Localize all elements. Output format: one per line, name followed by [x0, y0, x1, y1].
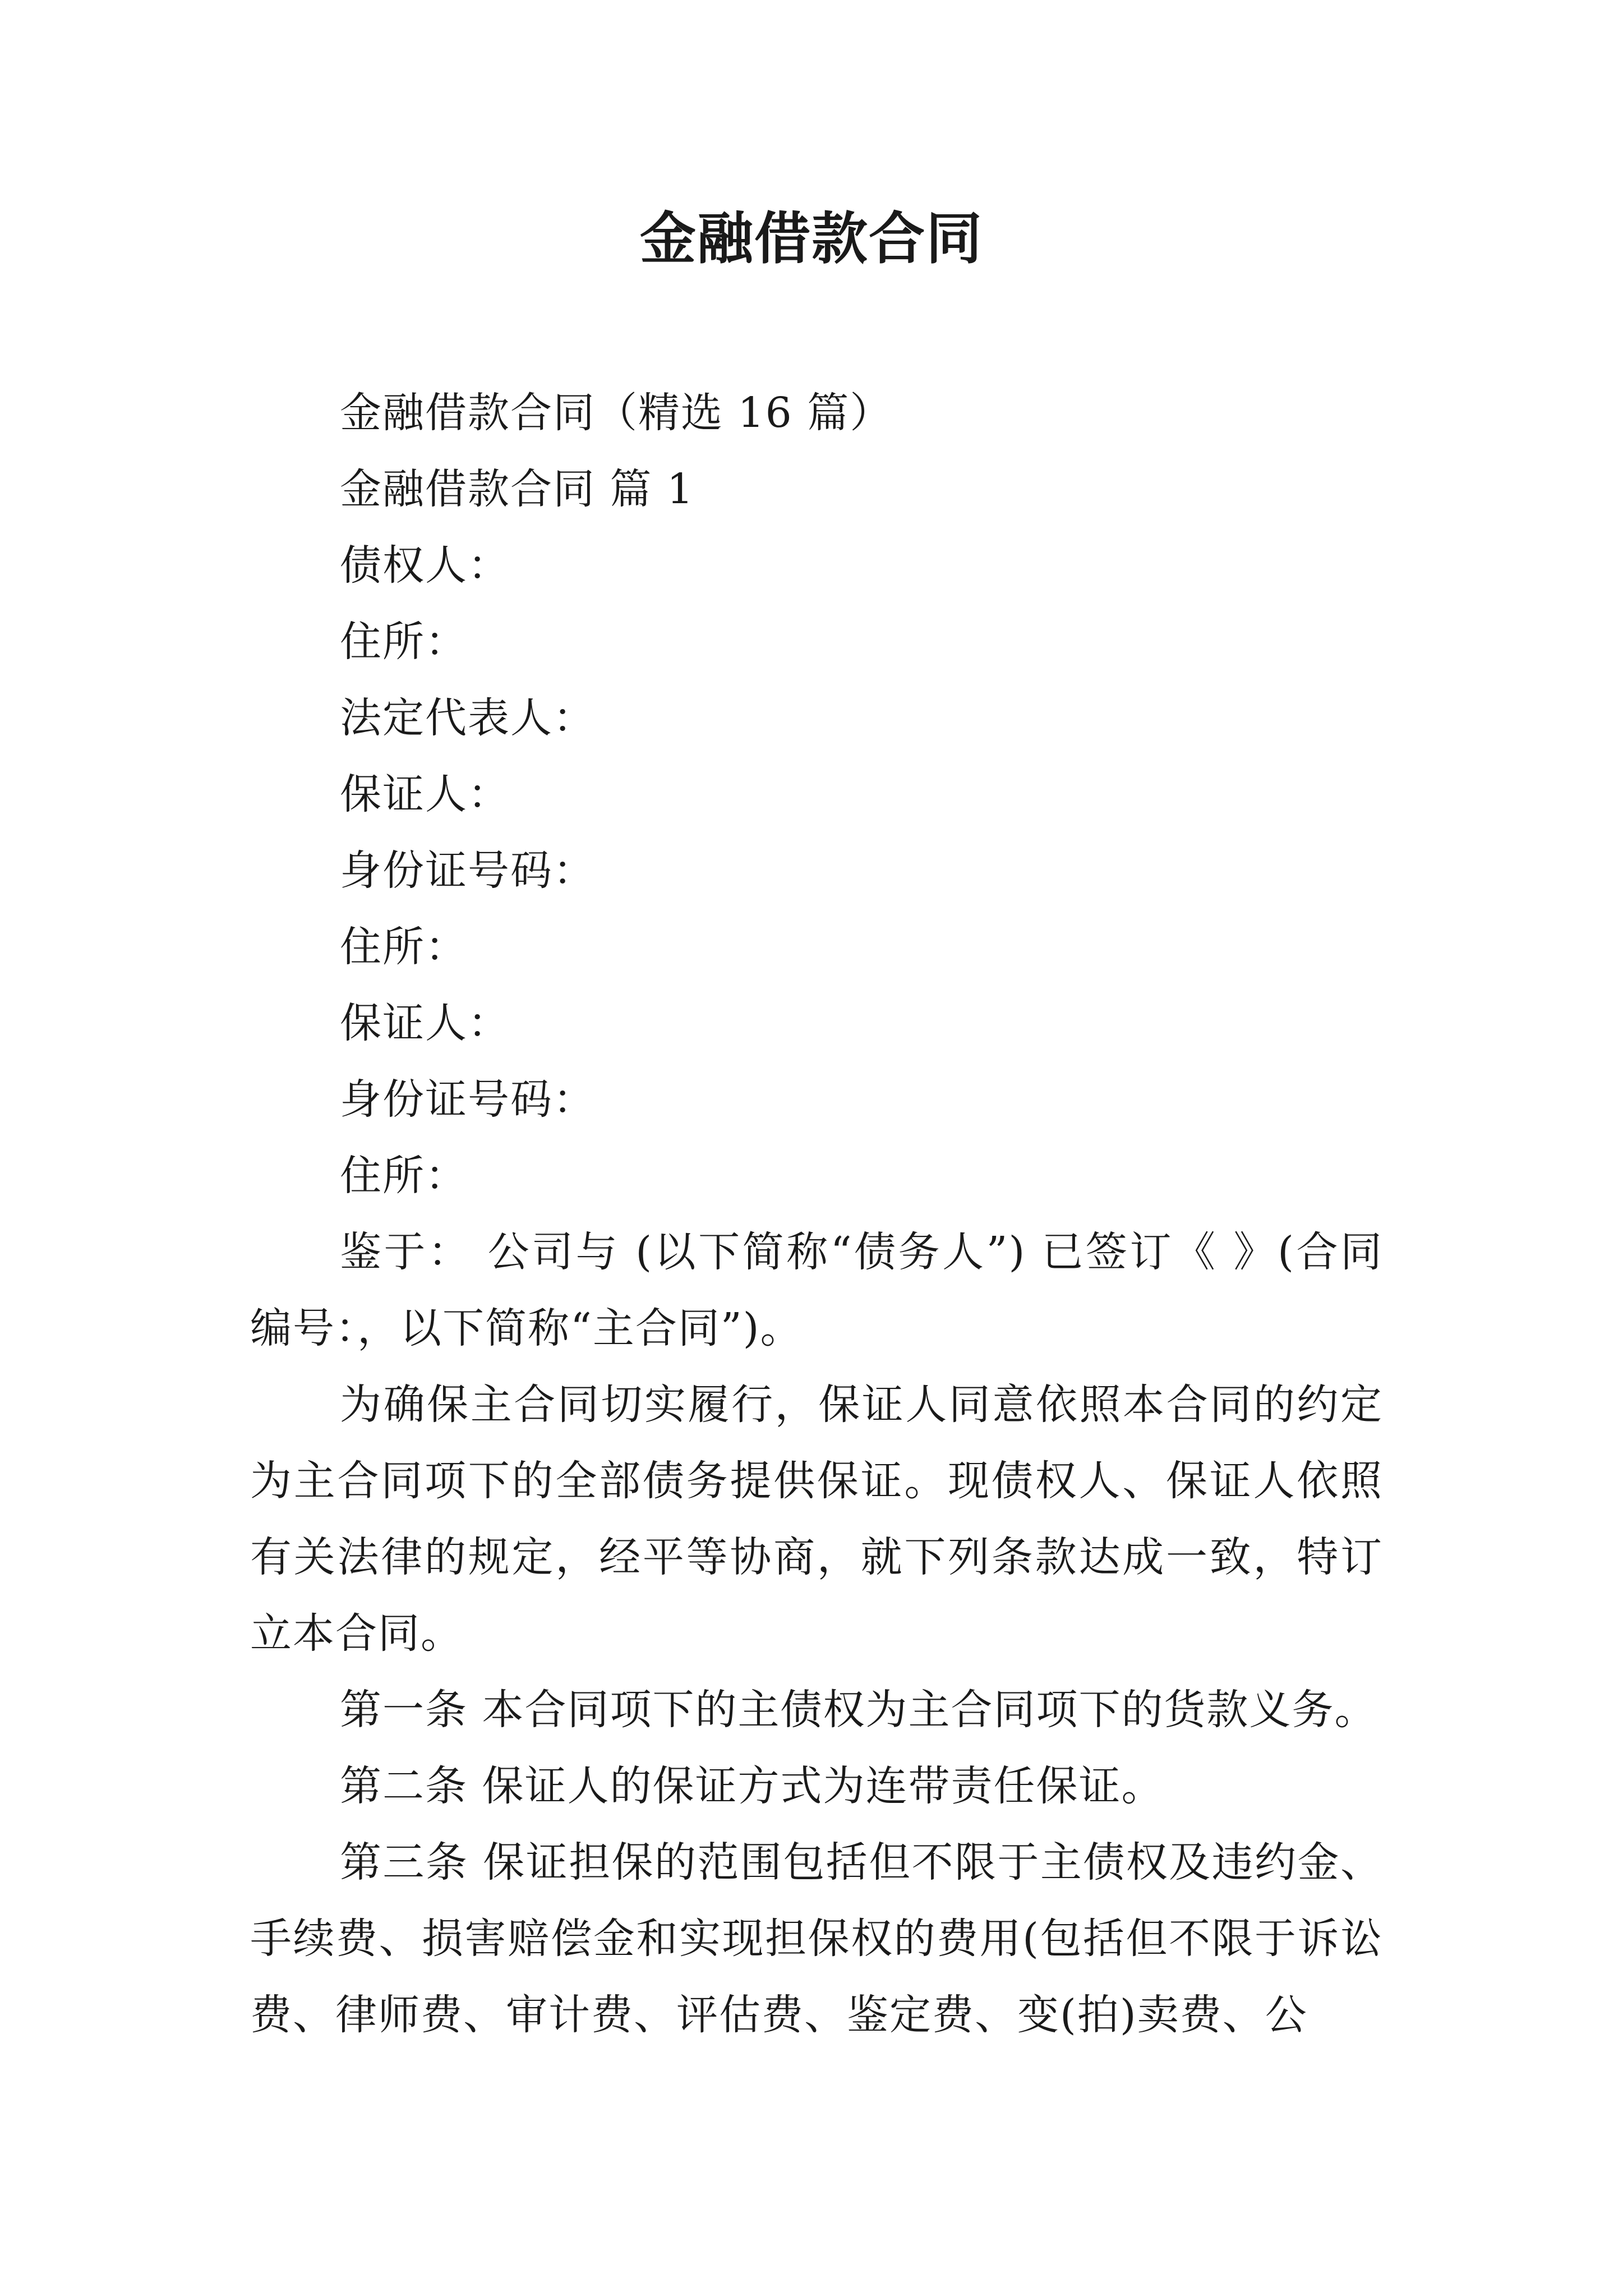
- guarantor-label: 保证人：: [340, 770, 510, 818]
- article-1-paragraph: 第一条 本合同项下的主债权为主合同项下的货款义务。: [340, 1686, 1377, 1734]
- article-2-paragraph: 第二条 保证人的保证方式为连带责任保证。: [340, 1762, 1164, 1810]
- creditor-label: 债权人：: [340, 541, 510, 590]
- document-title: 金融借款合同: [640, 205, 983, 272]
- document-body: [250, 375, 1383, 2053]
- section-heading: 金融借款合同 篇 1: [340, 465, 695, 513]
- address-label: 住所：: [340, 923, 468, 971]
- id-number-label: 身份证号码：: [340, 846, 596, 895]
- address-label: 住所：: [340, 1152, 468, 1200]
- article-3-paragraph: 第三条 保证担保的范围包括但不限于主债权及违约金、手续费、损害赔偿金和实现担保权的费用(包括但不限于诉讼费、律师费、审计费、评估费、鉴定费、变(拍)卖费、公: [250, 1838, 1383, 2039]
- guarantor-label: 保证人：: [340, 999, 510, 1047]
- id-number-label: 身份证号码：: [340, 1075, 596, 1124]
- subtitle-line: 金融借款合同（精选 16 篇）: [340, 389, 893, 437]
- recital-paragraph: 鉴于： 公司与 (以下简称“债务人”) 已签订《 》(合同编号：，以下简称“主合同”)。: [250, 1228, 1383, 1352]
- legal-representative-label: 法定代表人：: [340, 694, 596, 742]
- address-label: 住所：: [340, 618, 468, 666]
- purpose-paragraph: 为确保主合同切实履行，保证人同意依照本合同的约定为主合同项下的全部债务提供保证。现债权人、保证人依照有关法律的规定，经平等协商，就下列条款达成一致，特订立本合同。: [250, 1381, 1383, 1658]
